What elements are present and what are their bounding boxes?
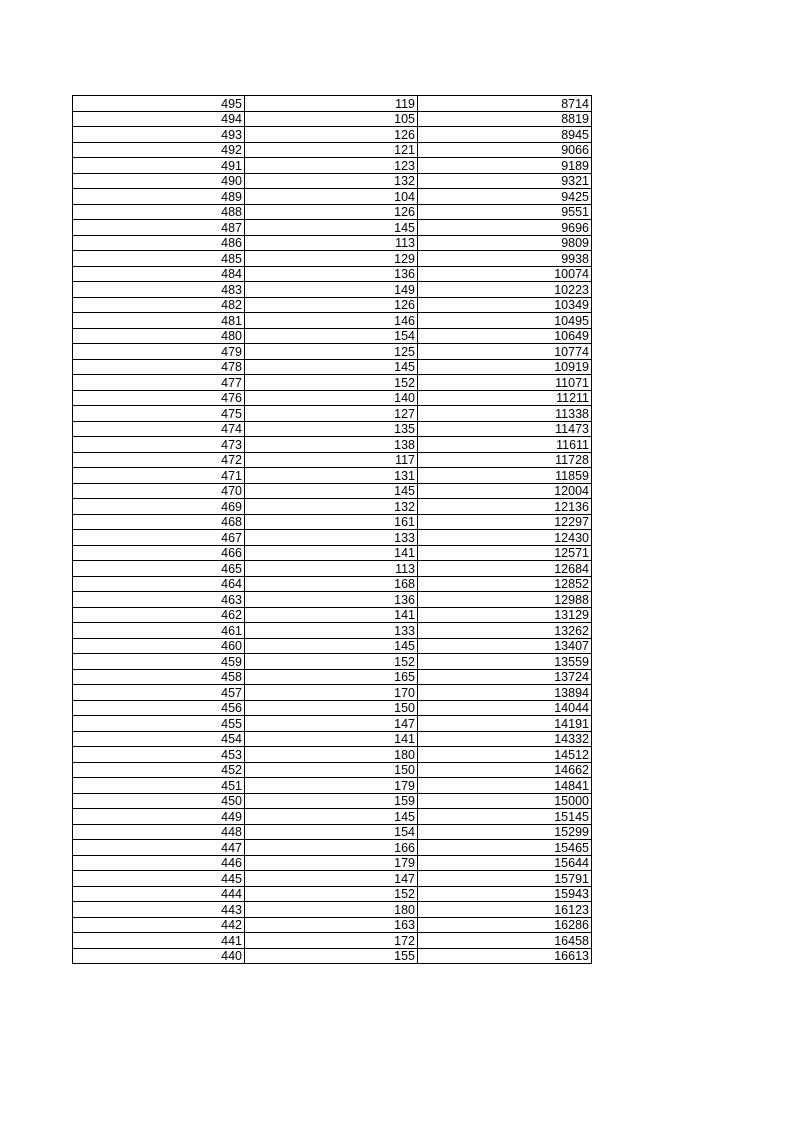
cumulative-cell: 10074	[418, 266, 592, 282]
table-row	[73, 499, 592, 515]
score-cell: 443	[73, 902, 245, 918]
table-row	[73, 793, 592, 809]
score-cell: 447	[73, 840, 245, 856]
score-cell: 492	[73, 142, 245, 158]
table-row	[73, 840, 592, 856]
cumulative-cell: 15943	[418, 886, 592, 902]
count-cell: 126	[245, 127, 418, 143]
table-row	[73, 716, 592, 732]
count-cell: 166	[245, 840, 418, 856]
count-cell: 145	[245, 359, 418, 375]
table-row	[73, 468, 592, 484]
score-cell: 440	[73, 948, 245, 964]
cumulative-cell: 15145	[418, 809, 592, 825]
cumulative-cell: 9938	[418, 251, 592, 267]
table-row	[73, 871, 592, 887]
count-cell: 152	[245, 375, 418, 391]
count-cell: 150	[245, 700, 418, 716]
count-cell: 163	[245, 917, 418, 933]
table-row	[73, 452, 592, 468]
cumulative-cell: 12136	[418, 499, 592, 515]
count-cell: 133	[245, 623, 418, 639]
score-cell: 473	[73, 437, 245, 453]
table-row	[73, 406, 592, 422]
score-cell: 477	[73, 375, 245, 391]
cumulative-cell: 16123	[418, 902, 592, 918]
table-row	[73, 483, 592, 499]
table-row	[73, 623, 592, 639]
cumulative-cell: 10649	[418, 328, 592, 344]
score-cell: 465	[73, 561, 245, 577]
count-cell: 147	[245, 716, 418, 732]
table-row	[73, 855, 592, 871]
cumulative-cell: 16458	[418, 933, 592, 949]
table-row	[73, 700, 592, 716]
score-cell: 457	[73, 685, 245, 701]
count-cell: 105	[245, 111, 418, 127]
score-cell: 491	[73, 158, 245, 174]
cumulative-cell: 11338	[418, 406, 592, 422]
table-row	[73, 545, 592, 561]
score-cell: 450	[73, 793, 245, 809]
count-cell: 136	[245, 592, 418, 608]
cumulative-cell: 11473	[418, 421, 592, 437]
table-row	[73, 328, 592, 344]
score-cell: 478	[73, 359, 245, 375]
cumulative-cell: 10223	[418, 282, 592, 298]
count-cell: 138	[245, 437, 418, 453]
cumulative-cell: 11211	[418, 390, 592, 406]
score-cell: 475	[73, 406, 245, 422]
score-cell: 463	[73, 592, 245, 608]
count-cell: 161	[245, 514, 418, 530]
score-cell: 474	[73, 421, 245, 437]
count-cell: 136	[245, 266, 418, 282]
table-row	[73, 576, 592, 592]
cumulative-cell: 12571	[418, 545, 592, 561]
score-cell: 482	[73, 297, 245, 313]
score-cell: 469	[73, 499, 245, 515]
score-cell: 481	[73, 313, 245, 329]
cumulative-cell: 12852	[418, 576, 592, 592]
score-cell: 493	[73, 127, 245, 143]
count-cell: 104	[245, 189, 418, 205]
count-cell: 132	[245, 499, 418, 515]
cumulative-cell: 8819	[418, 111, 592, 127]
cumulative-cell: 15644	[418, 855, 592, 871]
table-row	[73, 421, 592, 437]
score-cell: 483	[73, 282, 245, 298]
count-cell: 140	[245, 390, 418, 406]
count-cell: 159	[245, 793, 418, 809]
table-row	[73, 778, 592, 794]
table-row	[73, 669, 592, 685]
cumulative-cell: 9189	[418, 158, 592, 174]
count-cell: 152	[245, 886, 418, 902]
cumulative-cell: 8945	[418, 127, 592, 143]
score-cell: 451	[73, 778, 245, 794]
cumulative-cell: 12988	[418, 592, 592, 608]
table-row	[73, 654, 592, 670]
count-cell: 141	[245, 731, 418, 747]
score-cell: 480	[73, 328, 245, 344]
cumulative-cell: 9809	[418, 235, 592, 251]
count-cell: 172	[245, 933, 418, 949]
score-cell: 466	[73, 545, 245, 561]
count-cell: 132	[245, 173, 418, 189]
table-row	[73, 902, 592, 918]
cumulative-cell: 9066	[418, 142, 592, 158]
score-cell: 452	[73, 762, 245, 778]
table-row	[73, 948, 592, 964]
count-cell: 135	[245, 421, 418, 437]
score-cell: 489	[73, 189, 245, 205]
count-cell: 125	[245, 344, 418, 360]
count-cell: 145	[245, 638, 418, 654]
cumulative-cell: 12004	[418, 483, 592, 499]
count-cell: 141	[245, 545, 418, 561]
count-cell: 145	[245, 220, 418, 236]
cumulative-cell: 10919	[418, 359, 592, 375]
score-cell: 467	[73, 530, 245, 546]
count-cell: 179	[245, 778, 418, 794]
score-table	[72, 95, 592, 964]
table-row	[73, 933, 592, 949]
count-cell: 113	[245, 561, 418, 577]
cumulative-cell: 13559	[418, 654, 592, 670]
table-row	[73, 762, 592, 778]
score-cell: 445	[73, 871, 245, 887]
cumulative-cell: 15299	[418, 824, 592, 840]
score-cell: 487	[73, 220, 245, 236]
table-row	[73, 173, 592, 189]
count-cell: 165	[245, 669, 418, 685]
table-row	[73, 297, 592, 313]
table-row	[73, 731, 592, 747]
cumulative-cell: 15465	[418, 840, 592, 856]
score-cell: 479	[73, 344, 245, 360]
table-row	[73, 375, 592, 391]
cumulative-cell: 10349	[418, 297, 592, 313]
count-cell: 146	[245, 313, 418, 329]
cumulative-cell: 15000	[418, 793, 592, 809]
score-cell: 470	[73, 483, 245, 499]
cumulative-cell: 8714	[418, 96, 592, 112]
cumulative-cell: 9321	[418, 173, 592, 189]
count-cell: 131	[245, 468, 418, 484]
table-row	[73, 204, 592, 220]
score-cell: 456	[73, 700, 245, 716]
count-cell: 154	[245, 328, 418, 344]
table-row	[73, 437, 592, 453]
table-row	[73, 685, 592, 701]
cumulative-cell: 12297	[418, 514, 592, 530]
count-cell: 123	[245, 158, 418, 174]
table-row	[73, 592, 592, 608]
table-row	[73, 809, 592, 825]
table-row	[73, 251, 592, 267]
score-cell: 455	[73, 716, 245, 732]
count-cell: 145	[245, 809, 418, 825]
cumulative-cell: 14332	[418, 731, 592, 747]
table-row	[73, 96, 592, 112]
score-cell: 488	[73, 204, 245, 220]
count-cell: 121	[245, 142, 418, 158]
table-row	[73, 359, 592, 375]
score-cell: 472	[73, 452, 245, 468]
table-row	[73, 266, 592, 282]
table-row	[73, 220, 592, 236]
score-cell: 441	[73, 933, 245, 949]
score-cell: 460	[73, 638, 245, 654]
score-table-body	[73, 96, 592, 964]
count-cell: 127	[245, 406, 418, 422]
score-cell: 490	[73, 173, 245, 189]
score-cell: 444	[73, 886, 245, 902]
cumulative-cell: 13894	[418, 685, 592, 701]
cumulative-cell: 12430	[418, 530, 592, 546]
table-row	[73, 127, 592, 143]
count-cell: 149	[245, 282, 418, 298]
table-row	[73, 514, 592, 530]
cumulative-cell: 13262	[418, 623, 592, 639]
score-cell: 486	[73, 235, 245, 251]
cumulative-cell: 13129	[418, 607, 592, 623]
score-cell: 449	[73, 809, 245, 825]
table-row	[73, 282, 592, 298]
cumulative-cell: 16286	[418, 917, 592, 933]
table-row	[73, 390, 592, 406]
cumulative-cell: 16613	[418, 948, 592, 964]
table-row	[73, 189, 592, 205]
table-row	[73, 886, 592, 902]
table-row	[73, 824, 592, 840]
count-cell: 168	[245, 576, 418, 592]
score-cell: 454	[73, 731, 245, 747]
count-cell: 141	[245, 607, 418, 623]
table-row	[73, 638, 592, 654]
cumulative-cell: 10495	[418, 313, 592, 329]
table-row	[73, 313, 592, 329]
score-cell: 461	[73, 623, 245, 639]
count-cell: 155	[245, 948, 418, 964]
score-cell: 442	[73, 917, 245, 933]
cumulative-cell: 14841	[418, 778, 592, 794]
score-cell: 471	[73, 468, 245, 484]
cumulative-cell: 9696	[418, 220, 592, 236]
score-cell: 458	[73, 669, 245, 685]
cumulative-cell: 11859	[418, 468, 592, 484]
score-cell: 485	[73, 251, 245, 267]
count-cell: 150	[245, 762, 418, 778]
count-cell: 147	[245, 871, 418, 887]
count-cell: 170	[245, 685, 418, 701]
table-row	[73, 561, 592, 577]
score-cell: 459	[73, 654, 245, 670]
cumulative-cell: 13724	[418, 669, 592, 685]
count-cell: 152	[245, 654, 418, 670]
table-row	[73, 158, 592, 174]
cumulative-cell: 11728	[418, 452, 592, 468]
count-cell: 117	[245, 452, 418, 468]
table-row	[73, 111, 592, 127]
count-cell: 179	[245, 855, 418, 871]
score-cell: 494	[73, 111, 245, 127]
table-row	[73, 235, 592, 251]
count-cell: 129	[245, 251, 418, 267]
count-cell: 119	[245, 96, 418, 112]
cumulative-cell: 13407	[418, 638, 592, 654]
count-cell: 180	[245, 902, 418, 918]
score-cell: 448	[73, 824, 245, 840]
score-cell: 476	[73, 390, 245, 406]
cumulative-cell: 9551	[418, 204, 592, 220]
score-cell: 446	[73, 855, 245, 871]
table-row	[73, 747, 592, 763]
count-cell: 126	[245, 297, 418, 313]
count-cell: 126	[245, 204, 418, 220]
table-row	[73, 917, 592, 933]
table-row	[73, 142, 592, 158]
cumulative-cell: 14191	[418, 716, 592, 732]
count-cell: 154	[245, 824, 418, 840]
cumulative-cell: 14662	[418, 762, 592, 778]
cumulative-cell: 15791	[418, 871, 592, 887]
cumulative-cell: 10774	[418, 344, 592, 360]
score-cell: 468	[73, 514, 245, 530]
score-cell: 464	[73, 576, 245, 592]
count-cell: 113	[245, 235, 418, 251]
cumulative-cell: 9425	[418, 189, 592, 205]
cumulative-cell: 14044	[418, 700, 592, 716]
score-cell: 453	[73, 747, 245, 763]
score-cell: 462	[73, 607, 245, 623]
count-cell: 180	[245, 747, 418, 763]
table-row	[73, 530, 592, 546]
cumulative-cell: 11071	[418, 375, 592, 391]
count-cell: 133	[245, 530, 418, 546]
score-cell: 495	[73, 96, 245, 112]
cumulative-cell: 12684	[418, 561, 592, 577]
score-cell: 484	[73, 266, 245, 282]
table-row	[73, 607, 592, 623]
table-row	[73, 344, 592, 360]
count-cell: 145	[245, 483, 418, 499]
cumulative-cell: 11611	[418, 437, 592, 453]
cumulative-cell: 14512	[418, 747, 592, 763]
